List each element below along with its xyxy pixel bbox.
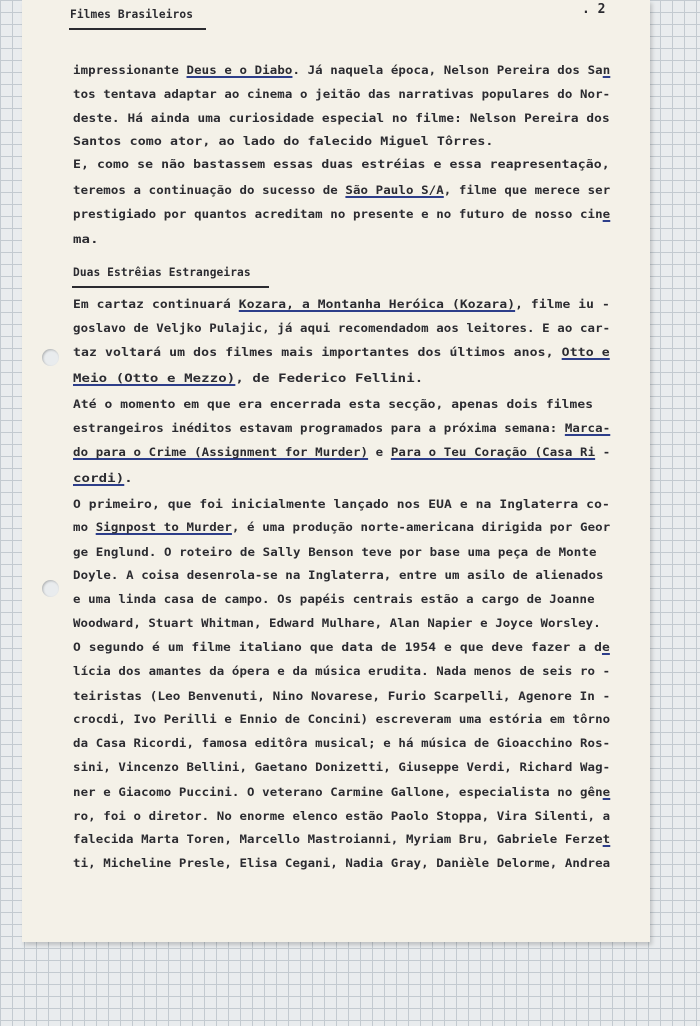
text-segment: ma. [73,233,99,246]
text-line [73,372,423,385]
text-segment: , é uma produção norte-americana dirigida por Geor [231,521,611,534]
text-line [73,322,610,335]
text-line [73,112,610,125]
text-line [73,398,593,411]
text-line [73,298,610,311]
underlined-title: Kozara, a Montanha Heróica (Kozara) [238,298,516,311]
text-line [73,786,610,799]
section-heading-rule [72,286,269,288]
text-segment: teiristas (Leo Benvenuti, Nino Novarese, Furio Scarpelli, Agenore In - [73,690,611,703]
underlined-title: São Paulo S/A [345,184,444,197]
text-segment: E, como se não bastassem essas duas estréias e essa reapresentação, [73,158,610,171]
section-heading: Duas Estrêias Estrangeiras [73,266,251,279]
text-segment: Santos como ator, ao lado do falecido Miguel Tôrres. [73,135,494,148]
text-segment: ge Englund. O roteiro de Sally Benson teve por base uma peça de Monte [73,546,597,559]
text-segment: estrangeiros inéditos estavam programados para a próxima semana: [73,422,565,435]
text-segment: . Já naquela época, Nelson Pereira dos Sa [292,64,603,77]
text-segment: tos tentava adaptar ao cinema o jeitão das narrativas populares do Nor- [73,88,611,101]
underlined-title: e [602,786,611,799]
text-segment: impressionante [73,64,187,77]
text-line [73,88,610,101]
text-segment: deste. Há ainda uma curiosidade especial no filme: Nelson Pereira dos [73,112,610,125]
text-line [73,641,610,654]
text-line [73,810,610,823]
underlined-title: Marca- [564,422,611,435]
punch-hole-top [42,349,59,366]
text-segment: e [368,446,391,459]
text-segment: mo [73,521,96,534]
text-segment: ti, Micheline Presle, Elisa Cegani, Nadia Gray, Danièle Delorme, Andrea [73,857,611,870]
text-line [73,135,494,148]
text-line [73,713,610,726]
text-line [73,498,610,511]
underlined-title: e [601,641,610,654]
text-line [73,737,610,750]
text-segment: O primeiro, que foi inicialmente lançado nos EUA e na Inglaterra co- [73,498,610,511]
text-segment: goslavo de Veljko Pulajic, já aqui recomendadom aos leitores. E ao car- [73,322,611,335]
header-title: Filmes Brasileiros [70,8,194,21]
page-number: . 2 [582,2,606,17]
text-segment: ner e Giacomo Puccini. O veterano Carmine Gallone, especialista no gên [73,786,603,799]
text-segment: sini, Vincenzo Bellini, Gaetano Donizetti, Giuseppe Verdi, Richard Wag- [73,761,611,774]
text-line [73,690,610,703]
text-segment: ro, foi o diretor. No enorme elenco estão Paolo Stoppa, Vira Silenti, a [73,810,611,823]
text-line [73,569,604,582]
text-segment: , filme que merece ser [443,184,611,197]
underlined-title: cordi) [73,472,125,485]
text-line [73,593,595,606]
text-line [73,521,610,534]
text-segment: O segundo é um filme italiano que data de 1954 e que deve fazer a d [73,641,602,654]
text-segment: Em cartaz continuará [73,298,239,311]
text-line [73,184,610,197]
underlined-title: do para o Crime (Assignment for Murder) [73,446,369,459]
text-segment: taz voltará um dos filmes mais importantes dos últimos anos, [73,346,562,359]
text-segment: , de Federico Fellini. [235,372,424,385]
text-line [73,472,133,485]
text-segment: , filme iu - [515,298,610,311]
text-line [73,233,99,246]
text-segment: - [595,446,611,459]
text-line [73,422,610,435]
underlined-title: n [602,64,611,77]
text-line [73,346,610,359]
text-line [73,761,610,774]
underlined-title: Para o Teu Coração (Casa Ri [390,446,596,459]
underlined-title: Otto e [561,346,610,359]
text-segment: crocdi, Ivo Perilli e Ennio de Concini) escreveram uma estória em tôrno [73,713,611,726]
punch-hole-bottom [42,580,59,597]
text-segment: falecida Marta Toren, Marcello Mastroianni, Myriam Bru, Gabriele Ferze [73,833,603,846]
text-line [73,64,610,77]
underlined-title: e [602,208,611,221]
text-line [73,617,601,630]
text-segment: e uma linda casa de campo. Os papéis centrais estão a cargo de Joanne [73,593,595,606]
text-line [73,446,610,459]
text-segment: lícia dos amantes da ópera e da música erudita. Nada menos de seis ro - [73,665,611,678]
text-segment: Doyle. A coisa desenrola-se na Inglaterra, entre um asilo de alienados [73,569,604,582]
underlined-title: Meio (Otto e Mezzo) [73,372,236,385]
text-line [73,857,610,870]
header-rule [69,28,206,30]
text-segment: Até o momento em que era encerrada esta secção, apenas dois filmes [73,398,594,411]
text-segment: Woodward, Stuart Whitman, Edward Mulhare, Alan Napier e Joyce Worsley. [73,617,601,630]
text-segment: teremos a continuação do sucesso de [73,184,346,197]
text-line [73,208,610,221]
text-line [73,665,610,678]
text-segment: prestigiado por quantos acreditam no presente e no futuro de nosso cin [73,208,603,221]
underlined-title: t [602,833,611,846]
text-line [73,158,610,171]
text-segment: . [124,472,133,485]
text-line [73,833,610,846]
text-segment: da Casa Ricordi, famosa editôra musical; e há música de Gioacchino Ros- [73,737,611,750]
text-line [73,546,597,559]
underlined-title: Deus e o Diabo [186,64,293,77]
underlined-title: Signpost to Murder [95,521,232,534]
